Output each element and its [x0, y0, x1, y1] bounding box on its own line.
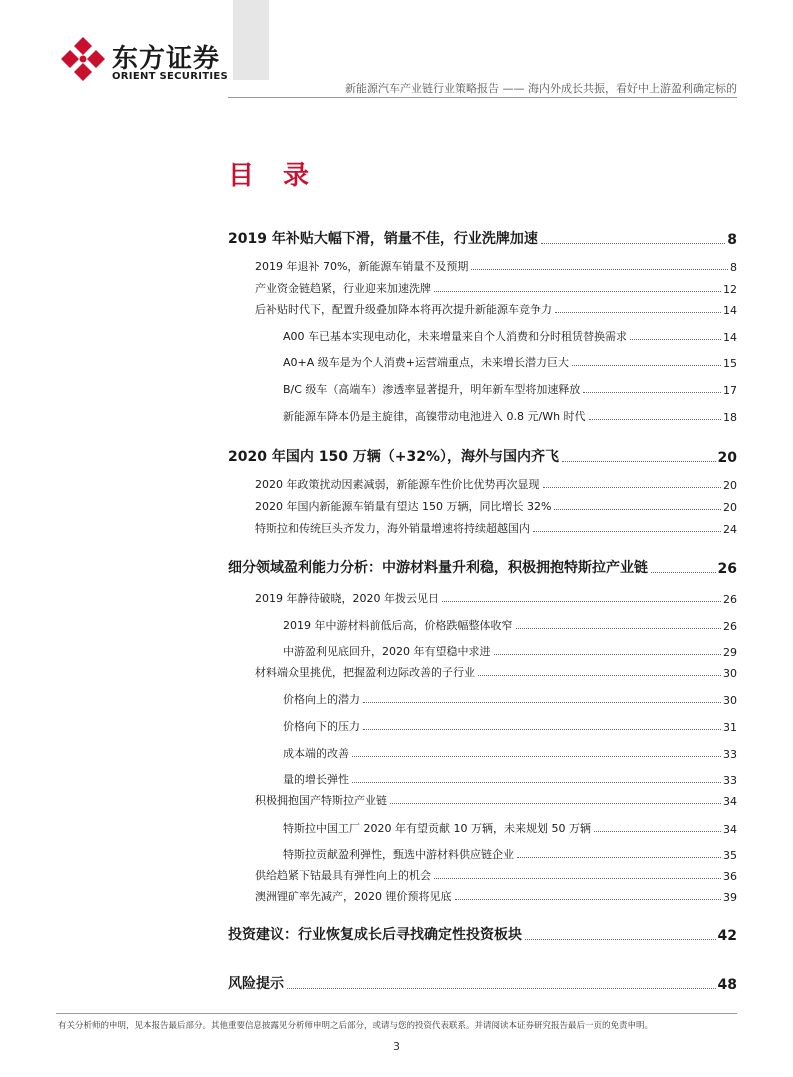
toc-leader-dots: [572, 365, 721, 366]
toc-entry-title: 产业资金链趋紧，行业迎来加速洗牌: [255, 282, 431, 295]
toc-entry-title: 价格向上的潜力: [283, 693, 360, 706]
toc-entry-page: 34: [723, 823, 737, 836]
toc-leader-dots: [442, 601, 721, 602]
toc-entry[interactable]: [283, 408, 737, 424]
toc-entry[interactable]: [228, 924, 737, 944]
toc-entry[interactable]: [228, 446, 737, 466]
footer-disclaimer: 有关分析师的申明，见本报告最后部分。其他重要信息披露见分析师申明之后部分，或请与您的投资代表联系。并请阅读本证券研究报告最后一页的免责申明。: [58, 1021, 654, 1031]
toc-entry-title: 细分领域盈利能力分析：中游材料量升利稳，积极拥抱特斯拉产业链: [228, 560, 648, 576]
toc-entry[interactable]: [255, 792, 737, 808]
toc-entry-page: 42: [717, 928, 737, 944]
toc-entry-page: 12: [723, 283, 737, 296]
toc-entry-page: 15: [723, 357, 737, 370]
toc-entry-page: 35: [723, 849, 737, 862]
toc-entry[interactable]: [255, 888, 737, 904]
header-divider: [228, 97, 737, 98]
toc-entry[interactable]: [283, 745, 737, 761]
toc-entry[interactable]: [283, 718, 737, 734]
toc-leader-dots: [533, 531, 721, 532]
toc-entry-title: 价格向下的压力: [283, 720, 360, 733]
toc-entry-title: 供给趋紧下钴最具有弹性向上的机会: [255, 869, 431, 882]
toc-entry-page: 18: [723, 411, 737, 424]
toc-leader-dots: [562, 461, 715, 462]
toc-leader-dots: [630, 339, 721, 340]
toc-leader-dots: [516, 628, 722, 629]
toc-entry-title: 特斯拉贡献盈利弹性，甄选中游材料供应链企业: [283, 848, 514, 861]
toc-entry-page: 14: [723, 304, 737, 317]
toc-leader-dots: [554, 509, 721, 510]
toc-entry[interactable]: [228, 557, 737, 577]
toc-leader-dots: [543, 487, 722, 488]
header-grey-bar: [233, 0, 269, 80]
toc-leader-dots: [363, 729, 721, 730]
footer-divider: [56, 1013, 737, 1014]
toc-entry-title: 积极拥抱国产特斯拉产业链: [255, 794, 387, 807]
toc-entry[interactable]: [283, 643, 737, 659]
toc-leader-dots: [583, 392, 721, 393]
toc-entry-title: 投资建议：行业恢复成长后寻找确定性投资板块: [228, 927, 522, 943]
toc-entry-title: 2019 年退补 70%，新能源车销量不及预期: [255, 260, 469, 273]
page-number: 3: [393, 1040, 400, 1053]
toc-leader-dots: [478, 675, 721, 676]
toc-entry-page: 31: [723, 721, 737, 734]
toc-leader-dots: [352, 782, 721, 783]
toc-heading: 目 录: [228, 161, 320, 191]
toc-entry[interactable]: [255, 590, 737, 606]
toc-entry-page: 14: [723, 331, 737, 344]
toc-entry[interactable]: [283, 771, 737, 787]
toc-leader-dots: [651, 572, 716, 573]
toc-entry-title: 2019 年补贴大幅下滑，销量不佳，行业洗牌加速: [228, 231, 538, 247]
toc-entry[interactable]: [255, 664, 737, 680]
toc-entry[interactable]: [255, 280, 737, 296]
toc-leader-dots: [434, 878, 721, 879]
toc-entry-title: 澳洲锂矿率先减产，2020 锂价预将见底: [255, 890, 452, 903]
toc-entry-page: 36: [723, 870, 737, 883]
toc-entry-page: 30: [723, 694, 737, 707]
toc-entry-title: 量的增长弹性: [283, 773, 349, 786]
toc-entry-title: 特斯拉和传统巨头齐发力，海外销量增速将持续超越国内: [255, 522, 530, 535]
toc-entry-page: 20: [717, 450, 737, 466]
toc-entry[interactable]: [228, 973, 737, 993]
toc-entry-title: 2020 年国内新能源车销量有望达 150 万辆，同比增长 32%: [255, 500, 552, 513]
toc-entry-title: 风险提示: [228, 976, 284, 992]
orient-securities-logo-icon: [60, 36, 106, 82]
toc-entry-page: 26: [723, 593, 737, 606]
toc-entry-page: 33: [723, 774, 737, 787]
toc-leader-dots: [434, 291, 721, 292]
toc-entry-title: 2019 年中游材料前低后高，价格跌幅整体收窄: [283, 619, 513, 632]
toc-entry-page: 29: [723, 646, 737, 659]
toc-entry-page: 26: [717, 561, 737, 577]
toc-leader-dots: [517, 857, 721, 858]
toc-entry[interactable]: [255, 301, 737, 317]
toc-leader-dots: [525, 939, 716, 940]
report-title: 新能源汽车产业链行业策略报告 —— 海内外成长共振，看好中上游盈利确定标的: [345, 82, 737, 95]
toc-entry[interactable]: [255, 867, 737, 883]
toc-entry-title: 新能源车降本仍是主旋律，高镍带动电池进入 0.8 元/Wh 时代: [283, 410, 586, 423]
toc-entry-page: 48: [717, 977, 737, 993]
toc-leader-dots: [390, 803, 721, 804]
toc-leader-dots: [589, 419, 721, 420]
toc-entry[interactable]: [283, 354, 737, 370]
toc-leader-dots: [541, 243, 725, 244]
toc-leader-dots: [594, 831, 721, 832]
toc-entry-title: A00 车已基本实现电动化，未来增量来自个人消费和分时租赁替换需求: [283, 330, 628, 343]
toc-entry[interactable]: [283, 381, 737, 397]
toc-entry[interactable]: [283, 617, 737, 633]
toc-entry[interactable]: [255, 498, 737, 514]
toc-entry-page: 8: [727, 232, 737, 248]
toc-entry-title: 成本端的改善: [283, 747, 349, 760]
toc-entry[interactable]: [228, 228, 737, 248]
brand-name-cn: 东方证券: [112, 44, 221, 74]
toc-leader-dots: [363, 702, 721, 703]
toc-entry-title: 2020 年国内 150 万辆（+32%），海外与国内齐飞: [228, 449, 560, 465]
brand-name-en: ORIENT SECURITIES: [112, 71, 229, 82]
toc-leader-dots: [494, 654, 722, 655]
toc-entry[interactable]: [283, 691, 737, 707]
toc-entry-page: 34: [723, 795, 737, 808]
toc-entry-page: 20: [723, 479, 737, 492]
toc-entry-title: A0+A 级车是为个人消费+运营端重点，未来增长潜力巨大: [283, 356, 569, 369]
toc-entry-title: 特斯拉中国工厂 2020 年有望贡献 10 万辆，未来规划 50 万辆: [283, 822, 591, 835]
toc-entry-title: 2019 年静待破晓，2020 年拨云见日: [255, 592, 439, 605]
toc-entry[interactable]: [283, 328, 737, 344]
toc-leader-dots: [555, 312, 721, 313]
toc-entry[interactable]: [255, 520, 737, 536]
toc-entry-page: 26: [723, 620, 737, 633]
toc-entry-page: 33: [723, 748, 737, 761]
toc-entry[interactable]: [255, 258, 737, 274]
toc-leader-dots: [287, 988, 716, 989]
toc-leader-dots: [471, 269, 728, 270]
toc-leader-dots: [455, 899, 722, 900]
toc-entry-title: 中游盈利见底回升，2020 年有望稳中求进: [283, 645, 491, 658]
toc-entry-title: 后补贴时代下，配置升级叠加降本将再次提升新能源车竞争力: [255, 303, 552, 316]
toc-entry[interactable]: [283, 820, 737, 836]
toc-entry-page: 20: [723, 501, 737, 514]
toc-entry-page: 30: [723, 667, 737, 680]
toc-leader-dots: [352, 756, 721, 757]
toc-entry-title: B/C 级车（高端车）渗透率显著提升，明年新车型将加速释放: [283, 383, 581, 396]
toc-entry[interactable]: [283, 846, 737, 862]
toc-entry-page: 39: [723, 891, 737, 904]
toc-entry-page: 24: [723, 523, 737, 536]
toc-entry-page: 8: [730, 261, 737, 274]
toc-entry[interactable]: [255, 476, 737, 492]
toc-entry-title: 材料端众里挑优，把握盈利边际改善的子行业: [255, 666, 475, 679]
toc-entry-page: 17: [723, 384, 737, 397]
toc-entry-title: 2020 年政策扰动因素减弱，新能源车性价比优势再次显现: [255, 478, 540, 491]
